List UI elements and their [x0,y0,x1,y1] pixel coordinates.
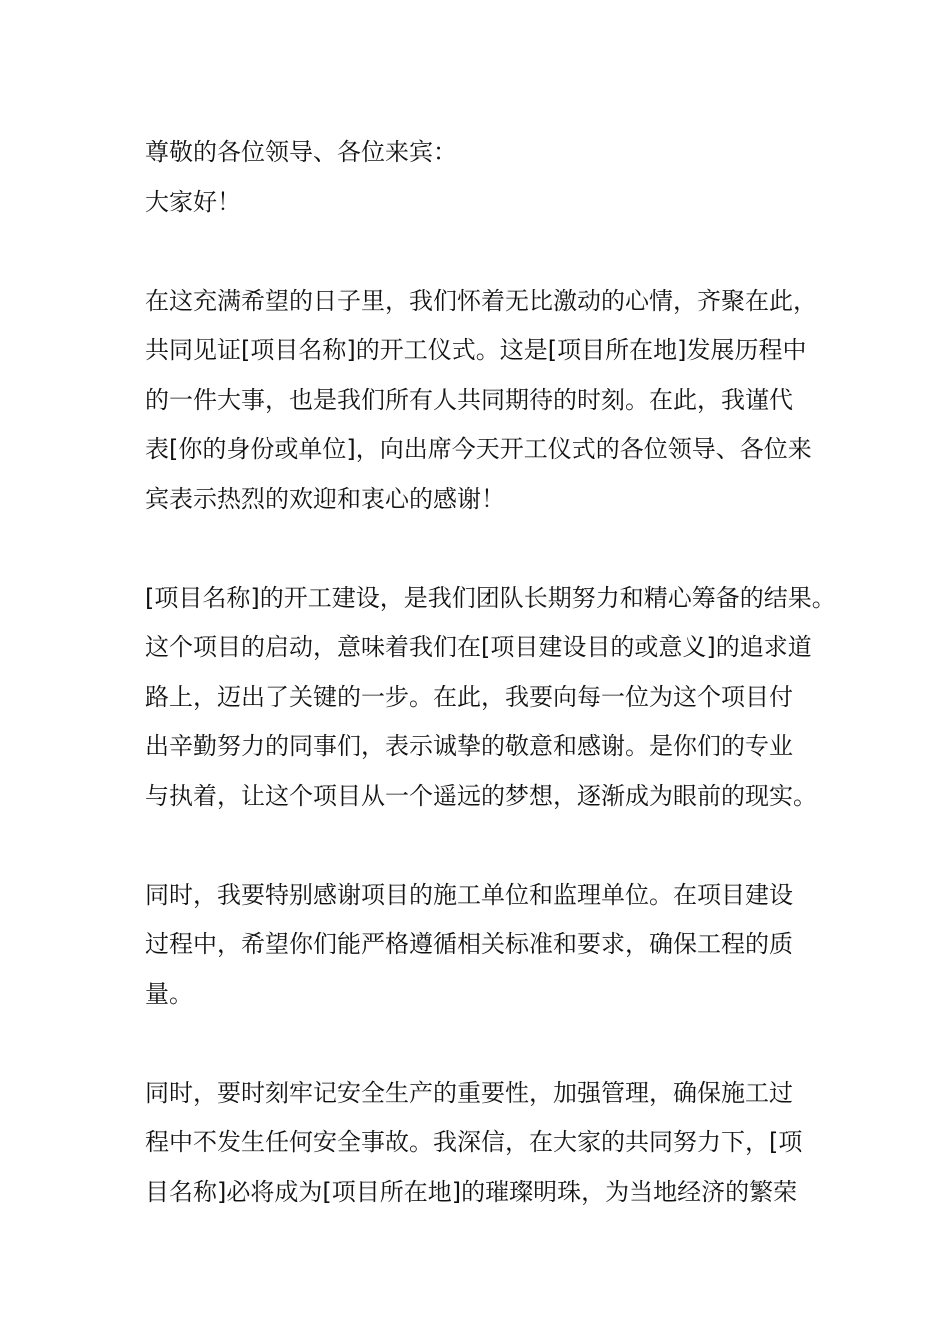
paragraph-line: 宾表示热烈的欢迎和衷心的感谢！ [145,484,505,513]
paragraph-line: 同时，要时刻牢记安全生产的重要性，加强管理，确保施工过 [145,1078,793,1107]
paragraph-line: 的一件大事，也是我们所有人共同期待的时刻。在此，我谨代 [145,385,793,414]
paragraph-line: 这个项目的启动，意味着我们在[项目建设目的或意义]的追求道 [145,633,812,661]
paragraph-line: 出辛勤努力的同事们，表示诚挚的敬意和感谢。是你们的专业 [145,732,793,760]
paragraph-gap [145,524,825,574]
paragraph-line: 同时，我要特别感谢项目的施工单位和监理单位。在项目建设 [145,880,793,909]
paragraph-line: 目名称]必将成为[项目所在地]的璀璨明珠，为当地经济的繁荣 [145,1177,798,1206]
paragraph-line: 与执着，让这个项目从一个遥远的梦想，逐渐成为眼前的现实。 [145,781,817,810]
paragraph-gap [145,821,825,871]
paragraph-line: 在这充满希望的日子里，我们怀着无比激动的心情，齐聚在此， [145,286,817,315]
paragraph-gap [145,1019,825,1069]
speech-body [145,128,836,1217]
paragraph-line: 表[你的身份或单位]，向出席今天开工仪式的各位领导、各位来 [145,435,812,463]
paragraph-1 [145,277,825,525]
paragraph-4 [145,1069,825,1218]
paragraph-line: 程中不发生任何安全事故。我深信，在大家的共同努力下，[项 [145,1128,803,1156]
paragraph-line: 过程中，希望你们能严格遵循相关标准和要求，确保工程的质 [145,930,793,958]
paragraph-line: 路上，迈出了关键的一步。在此，我要向每一位为这个项目付 [145,682,793,711]
paragraph-line: [项目名称]的开工建设，是我们团队长期努力和精心筹备的结果。 [145,583,836,612]
paragraph-line: 量。 [145,979,193,1008]
greeting-line: 大家好！ [145,187,241,216]
paragraph-2 [145,574,836,822]
paragraph-gap [145,227,825,277]
salutation-line: 尊敬的各位领导、各位来宾： [145,138,457,166]
paragraph-line: 共同见证[项目名称]的开工仪式。这是[项目所在地]发展历程中 [145,336,807,364]
paragraph-3 [145,871,825,1020]
